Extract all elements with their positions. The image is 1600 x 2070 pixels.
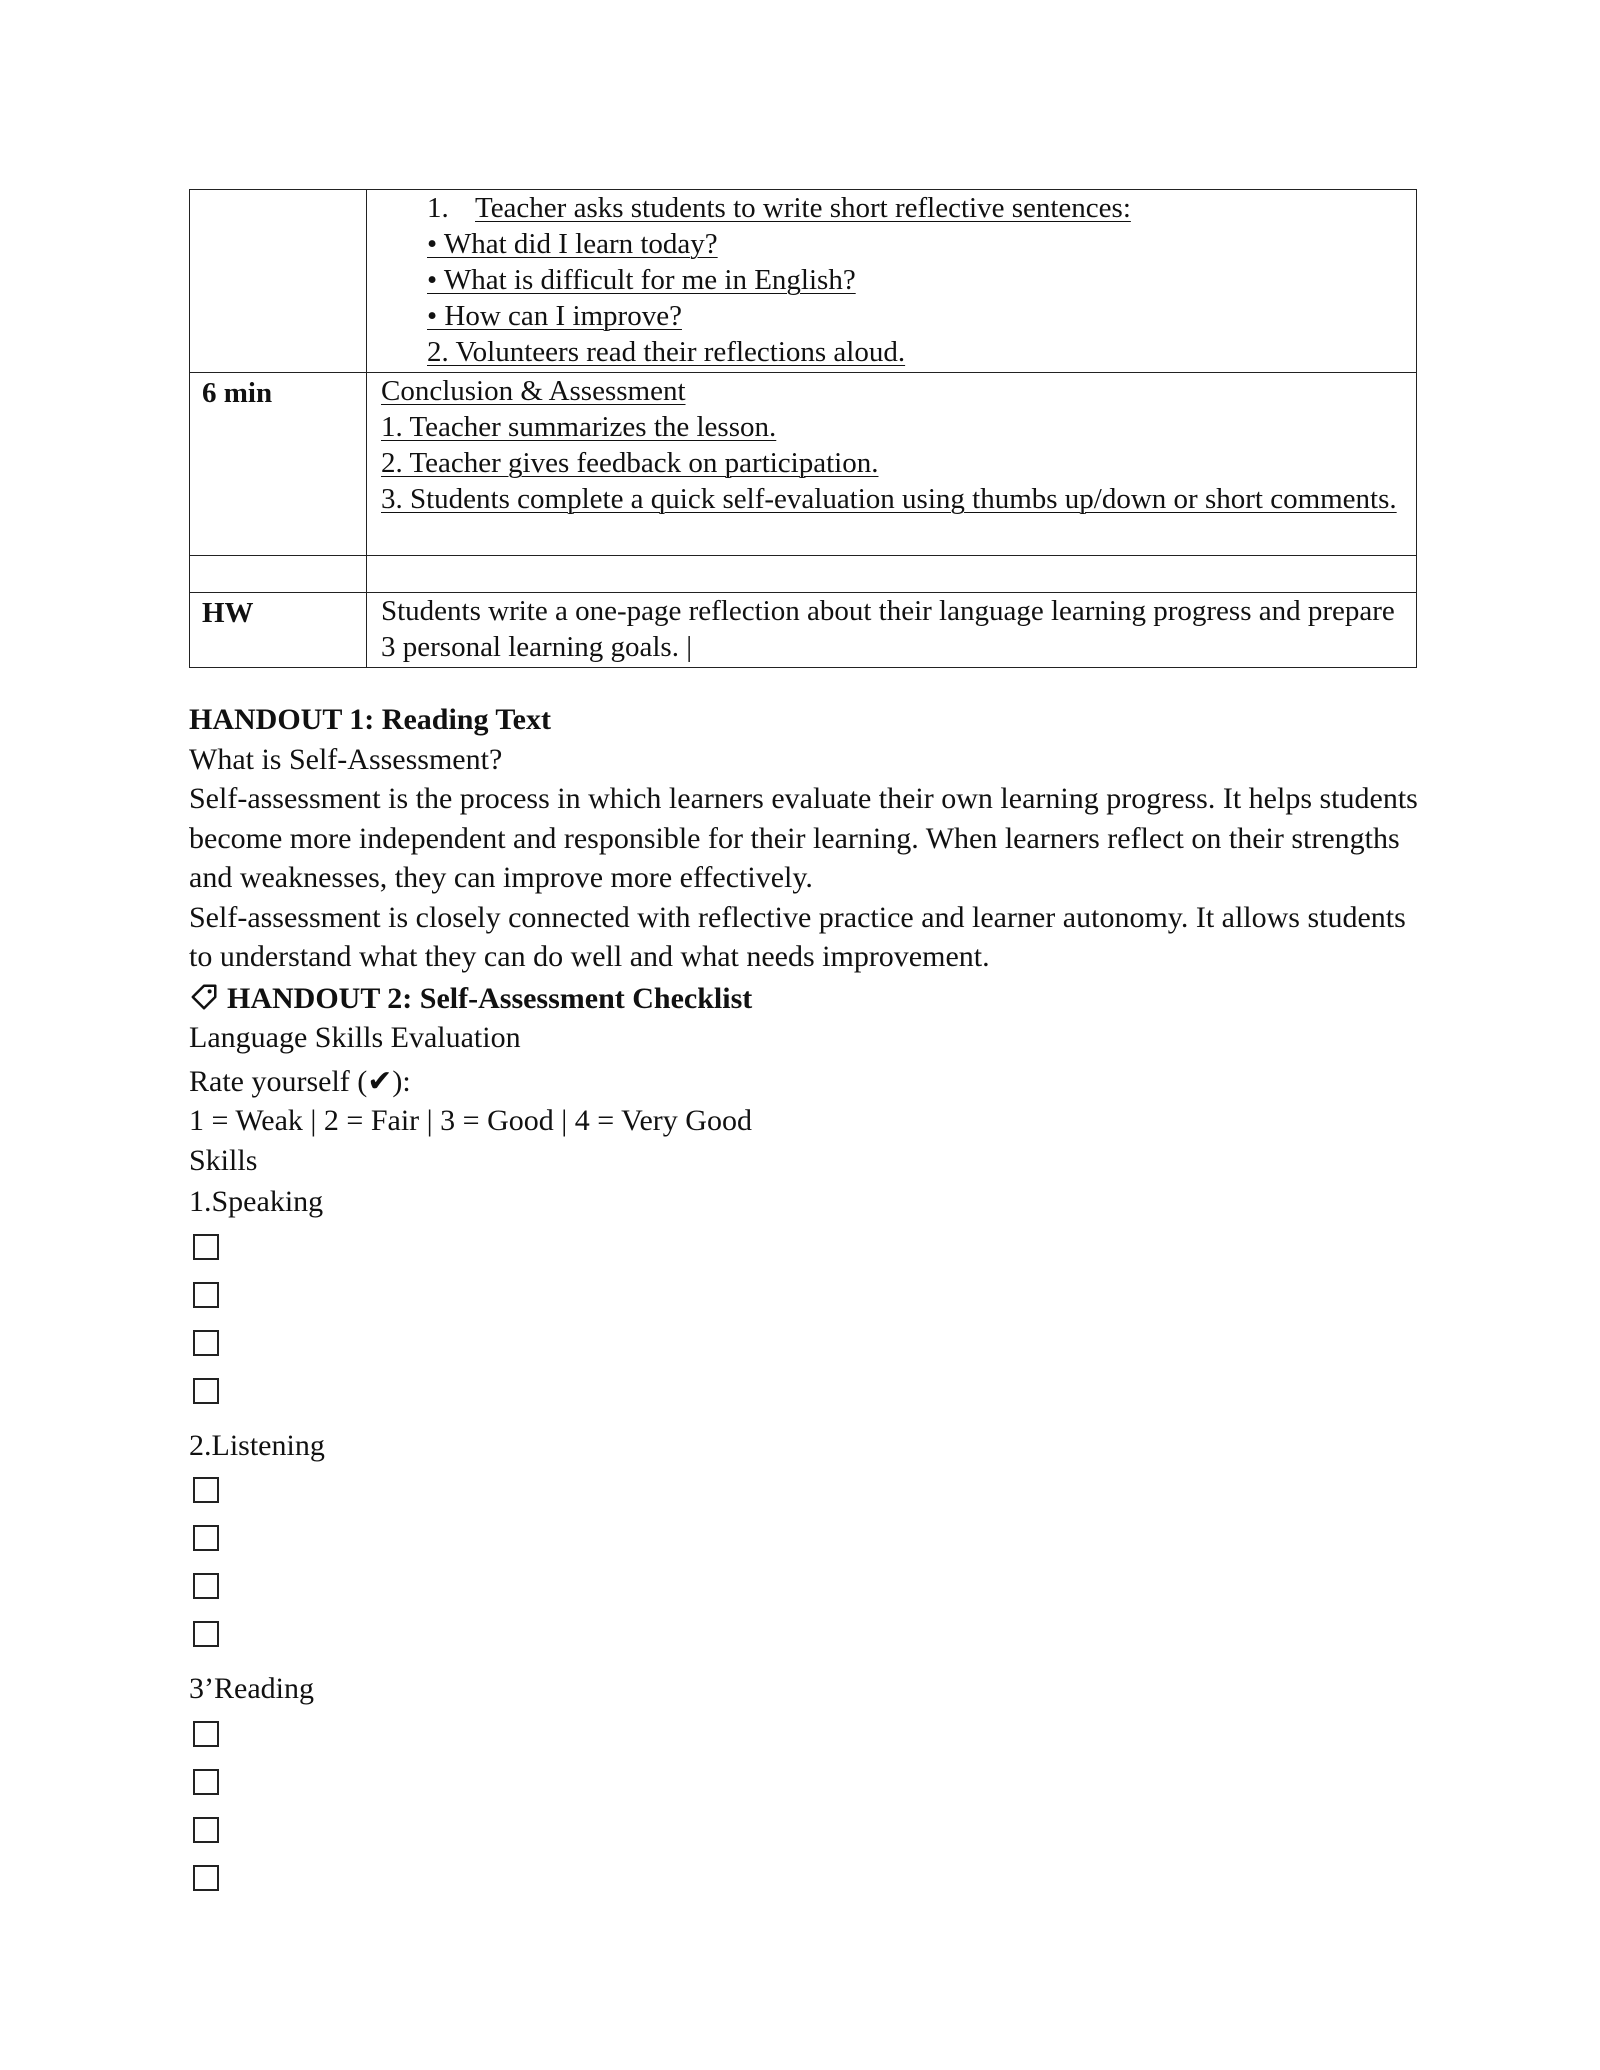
handout1-subtitle: What is Self-Assessment? (189, 742, 503, 776)
checkbox[interactable] (193, 1234, 219, 1260)
table-row (190, 373, 1417, 556)
activity-cell (367, 373, 1417, 556)
activity-cell (367, 190, 1417, 373)
list-item: • What did I learn today? (427, 228, 718, 260)
handouts-section (189, 700, 1429, 1913)
lesson-plan-table (189, 189, 1417, 668)
tag-icon (189, 982, 219, 1012)
activity-cell (367, 556, 1417, 593)
handout1-paragraph: Self-assessment is closely connected with reflective practice and learner autonomy. It allows students to understand what they can do well and what needs improvement. (189, 900, 1406, 973)
section-heading: Conclusion & Assessment (381, 375, 686, 407)
homework-cell: Students write a one-page reflection about their language learning progress and prepare 3 personal learning goals. | (367, 593, 1417, 668)
skill-label-speaking: 1.Speaking (189, 1185, 324, 1218)
time-cell: HW (190, 593, 367, 668)
skill-label-listening: 2.Listening (189, 1428, 325, 1462)
checkbox[interactable] (193, 1477, 219, 1503)
checkbox[interactable] (193, 1378, 219, 1404)
checkbox[interactable] (193, 1282, 219, 1308)
checkbox[interactable] (193, 1621, 219, 1647)
skills-label: Skills (189, 1143, 258, 1177)
checkbox[interactable] (193, 1573, 219, 1599)
table-row (190, 556, 1417, 593)
time-cell (190, 556, 367, 593)
table-row (190, 593, 1417, 668)
list-item: 1. Teacher asks students to write short reflective sentences: (427, 192, 1131, 224)
checkbox[interactable] (193, 1721, 219, 1747)
time-cell: 6 min (190, 373, 367, 556)
list-item: 1. Teacher summarizes the lesson. (381, 411, 777, 443)
time-cell (190, 190, 367, 373)
handout2-title: HANDOUT 2: Self-Assessment Checklist (189, 979, 1429, 1019)
checkbox[interactable] (193, 1817, 219, 1843)
skill-label-reading: 3’Reading (189, 1672, 314, 1705)
rate-instruction: Rate yourself (✔): (189, 1064, 411, 1098)
list-item: 2. Teacher gives feedback on participation. (381, 447, 879, 479)
handout1-title: HANDOUT 1: Reading Text (189, 703, 551, 736)
checkbox[interactable] (193, 1865, 219, 1891)
handout2-subtitle: Language Skills Evaluation (189, 1021, 521, 1054)
checkbox[interactable] (193, 1525, 219, 1551)
rating-scale: 1 = Weak | 2 = Fair | 3 = Good | 4 = Very Good (189, 1104, 752, 1137)
handout1-paragraph: Self-assessment is the process in which learners evaluate their own learning progress. It helps students become more independent and responsible for their learning. When learners reflect on their strengths and weaknesses, they can improve more effectively. (189, 782, 1418, 894)
table-row (190, 190, 1417, 373)
list-item: • What is difficult for me in English? (427, 264, 856, 296)
list-item: 3. Students complete a quick self-evaluation using thumbs up/down or short comments. (381, 483, 1397, 515)
checkbox[interactable] (193, 1330, 219, 1356)
checkbox[interactable] (193, 1769, 219, 1795)
list-item: 2. Volunteers read their reflections aloud. (427, 336, 906, 368)
list-item: • How can I improve? (427, 300, 682, 332)
